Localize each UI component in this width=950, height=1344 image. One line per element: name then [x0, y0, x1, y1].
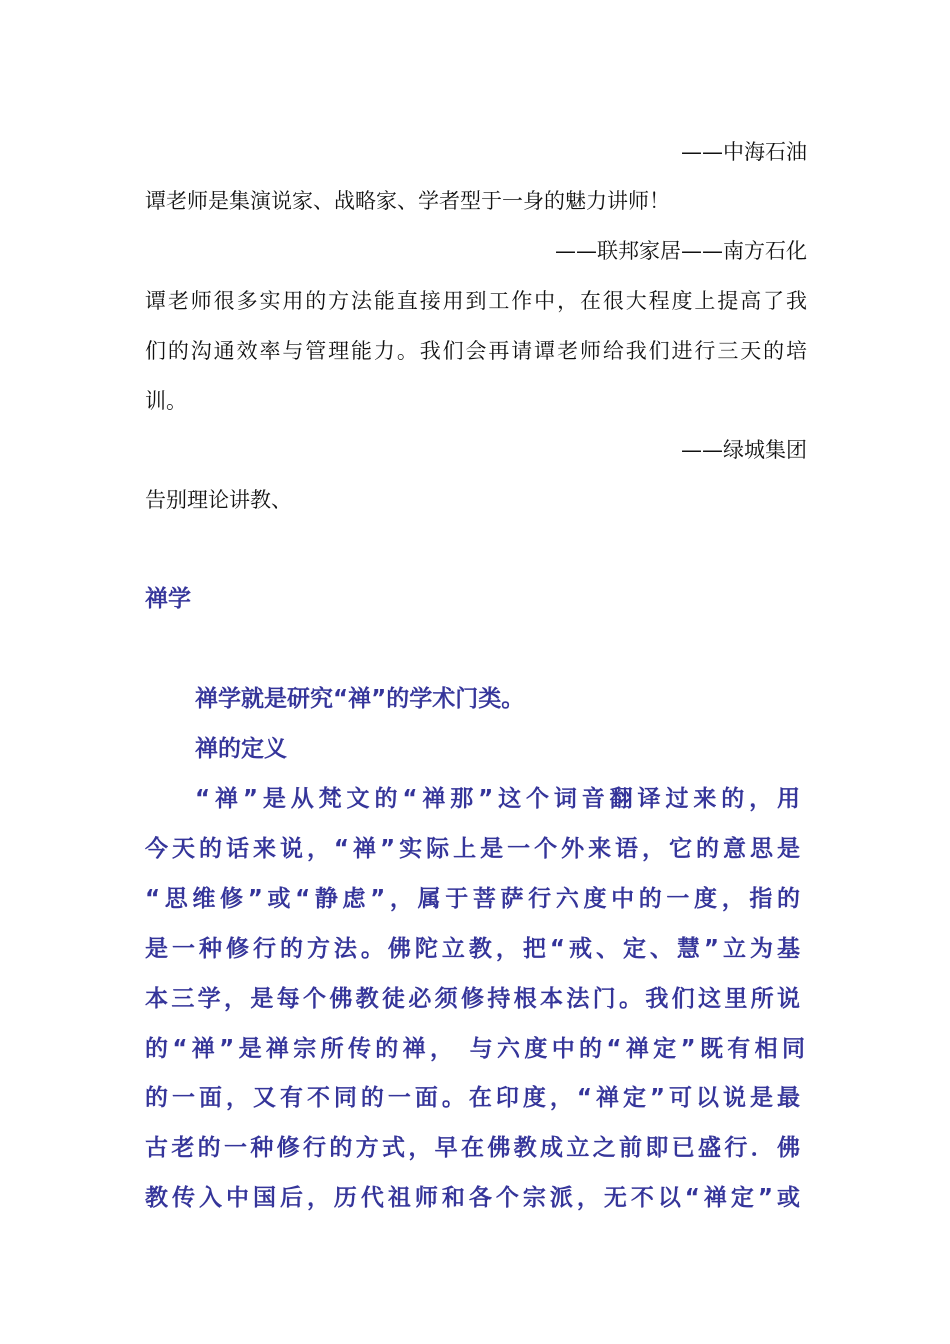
testimonial-quote-line: 谭老师是集演说家、战略家、学者型于一身的魅力讲师！: [145, 189, 670, 213]
body-line: 古老的一种修行的方式，早在佛教成立之前即已盛行．佛: [145, 1135, 800, 1161]
body-line: “思维修”或“静虑”，属于菩萨行六度中的一度，指的: [145, 886, 800, 912]
body-line: 是一种修行的方法。佛陀立教，把“戒、定、慧”立为基: [145, 936, 800, 962]
testimonial-attribution: ——联邦家居——南方石化: [555, 239, 807, 263]
testimonial-quote-line: 训。: [145, 389, 187, 413]
body-line: 本三学，是每个佛教徒必须修持根本法门。我们这里所说: [145, 986, 800, 1012]
body-line: 今天的话来说，“禅”实际上是一个外来语，它的意思是: [145, 836, 800, 862]
body-line: 的一面，又有不同的一面。在印度，“禅定”可以说是最: [145, 1085, 800, 1111]
section-heading: 禅学: [145, 586, 191, 612]
testimonial-attribution: ——绿城集团: [681, 438, 807, 462]
section-subheading: 禅的定义: [195, 736, 287, 762]
body-line: 教传入中国后，历代祖师和各个宗派，无不以“禅定”或: [145, 1185, 800, 1211]
testimonial-quote-line: 们的沟通效率与管理能力。我们会再请谭老师给我们进行三天的培: [145, 339, 807, 363]
testimonial-attribution: ——中海石油: [681, 140, 807, 164]
body-line: 的“禅”是禅宗所传的禅， 与六度中的“禅定”既有相同: [145, 1036, 805, 1062]
section-intro: 禅学就是研究“禅”的学术门类。: [195, 686, 525, 712]
body-line: “禅”是从梵文的“禅那”这个词音翻译过来的，用: [195, 786, 800, 812]
closing-text: 告别理论讲教、: [145, 488, 292, 512]
testimonial-quote-line: 谭老师很多实用的方法能直接用到工作中，在很大程度上提高了我: [145, 289, 807, 313]
